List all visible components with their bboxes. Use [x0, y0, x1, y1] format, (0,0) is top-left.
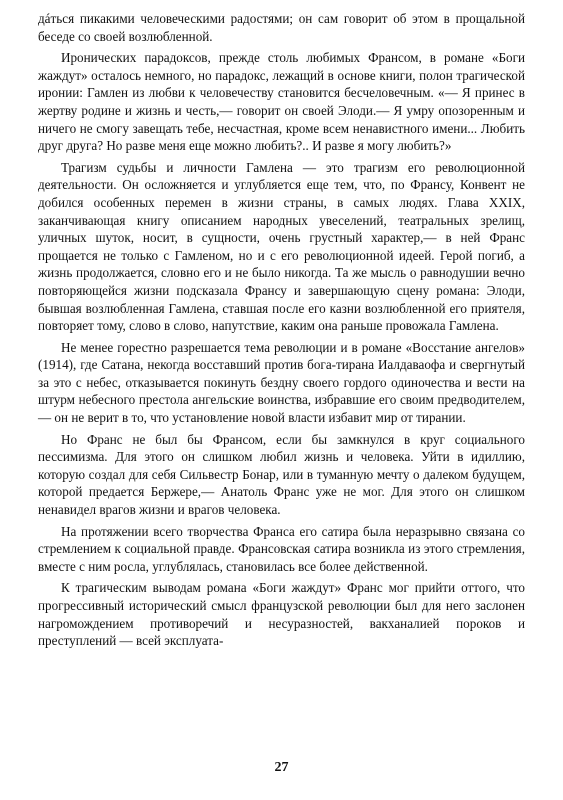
paragraph: дáться пикакими человеческими радостями; он сам говорит об этом в прощальной беседе со своей возлюбленной.: [38, 11, 525, 44]
paragraph: На протяжении всего творчества Франса его сатира была неразрывно связана со стремлением к социальной правде. Франсовская сатира возникла из этого стремления, вместе с ним росла, углублялась, становилась все более действенной.: [38, 523, 525, 574]
paragraph: Иронических парадоксов, прежде столь любимых Франсом, в романе «Боги жаждут» осталось немного, но парадокс, лежащий в основе книги, полон трагической иронии: Гамлен из любви к человечеству становится бесчеловечным. «— Я принес в жертву родине и жизнь и честь,— говорит он своей Элоди.— Я умру опозоренным и ничего не смогу завещать тебе, несчастная, кроме всем ненавистного имени... Любить друг друга? Но разве меня еще можно любить?.. И разве я могу любить?»: [38, 50, 525, 154]
page-number: 27: [274, 760, 289, 775]
body-text: [38, 10, 525, 650]
paragraph: К трагическим выводам романа «Боги жаждут» Франс мог прийти оттого, что прогрессивный исторический смысл французской революции был для него заслонен нагромождением противоречий и несуразностей, вакханалией пороков и преступлений — всей эксплуата-: [38, 580, 525, 649]
paragraph: Трагизм судьбы и личности Гамлена — это трагизм его революционной деятельности. Он осложняется и углубляется еще тем, что, по Франсу, Конвент не добился особенных перемен в жизни страны, в самых людях. Глава XXIX, заканчивающая книгу описанием народных увеселений, театральных зрелищ, уличных шуток, носит, в сущности, очень грустный характер,— в ней Франс прощается не только с Гамленом, но и с его революционной идеей. Герой погиб, а жизнь продолжается, словно его и не было никогда. Та же мысль о равнодушии вечно повторяющейся жизни подсказала Франсу и завершающую сцену романа: Элоди, бывшая возлюбленная Гамлена, ставшая после его казни возлюбленной его приятеля, повторяет тому, слово в слово, напутствие, каким она раньше провожала Гамлена.: [38, 159, 525, 334]
paragraph: Не менее горестно разрешается тема революции и в романе «Восстание ангелов» (1914), где Сатана, некогда восставший против бога-тирана Иалдаваофа и свергнутый за это с небес, отказывается покинуть бездну своего гордого одиночества и вести на штурм небесного престола ангельские воинства, избравшие его своим предводителем,— он не верит в то, что установление новой власти избавит мир от тирании.: [38, 339, 525, 426]
paragraph: Но Франс не был бы Франсом, если бы замкнулся в круг социального пессимизма. Для этого он слишком любил жизнь и человека. Уйти в идиллию, которую создал для себя Сильвестр Бонар, или в туманную мечту о далеком будущем, которой предается Бержере,— Анатоль Франс уже не мог. Для этого он слишком ненавидел врагов жизни и врагов человека.: [38, 431, 525, 518]
